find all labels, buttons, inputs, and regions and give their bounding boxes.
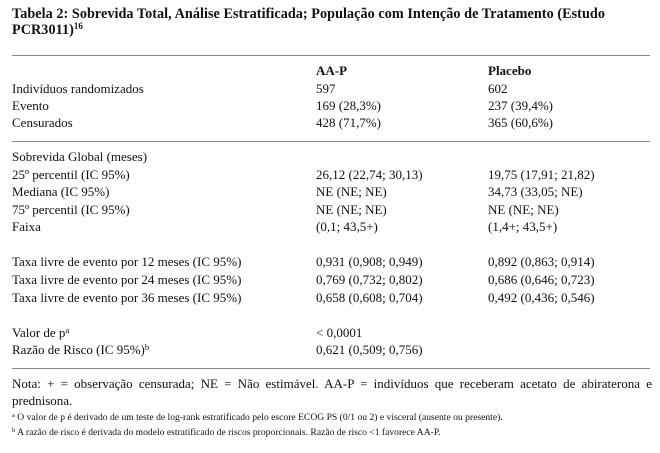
cell-placebo: 0,686 (0,646; 0,723) <box>488 272 595 287</box>
cell-aap: < 0,0001 <box>316 325 363 340</box>
row-label <box>12 341 149 359</box>
cell-aap: 0,769 (0,732; 0,802) <box>316 272 423 287</box>
cell-placebo: 34,73 (33,05; NE) <box>488 184 583 199</box>
table-row <box>0 341 660 359</box>
row-label: Indivíduos randomizados <box>12 81 144 96</box>
cell-aap: 0,621 (0,509; 0,756) <box>316 342 423 357</box>
table-title <box>12 6 652 38</box>
footnote-marker: a <box>65 325 70 335</box>
cell-placebo: 0,492 (0,436; 0,546) <box>488 290 595 305</box>
row-label: 25º percentil (IC 95%) <box>12 167 130 182</box>
table-row <box>0 253 660 271</box>
cell-aap: 597 <box>316 81 336 96</box>
table-title-text: Tabela 2: Sobrevida Total, Análise Estratificada; População com Intenção de Tratamento (Estudo PCR3011) <box>12 6 605 38</box>
table-title-reference: 16 <box>73 21 83 31</box>
footnote-marker: a <box>12 412 15 419</box>
section-rule <box>12 141 650 142</box>
table-row <box>0 271 660 289</box>
table-row <box>0 80 660 98</box>
cell-aap: NE (NE; NE) <box>316 184 387 199</box>
header-placebo: Placebo <box>488 63 532 78</box>
row-label: Taxa livre de evento por 36 meses (IC 95%) <box>12 290 242 305</box>
header-aap: AA-P <box>316 63 348 78</box>
table-row <box>0 148 660 166</box>
cell-placebo: 237 (39,4%) <box>488 98 553 113</box>
cell-placebo: 19,75 (17,91; 21,82) <box>488 167 595 182</box>
table-row <box>0 183 660 201</box>
cell-placebo: 0,892 (0,863; 0,914) <box>488 254 595 269</box>
table-header-row <box>0 62 660 80</box>
row-label: Censurados <box>12 115 73 130</box>
table-row <box>0 289 660 307</box>
row-label-text: Razão de Risco (IC 95%) <box>12 342 145 357</box>
table-row <box>0 114 660 132</box>
bottom-rule <box>12 368 650 369</box>
footnote-a <box>12 412 656 424</box>
footnote-text: O valor de p é derivado de um teste de log-rank estratificado pelo escore ECOG PS (0/1 ou 2) e visceral (ausente ou presente). <box>17 412 503 423</box>
cell-aap: 0,931 (0,908; 0,949) <box>316 254 423 269</box>
table-row <box>0 324 660 342</box>
row-label: Faixa <box>12 219 41 234</box>
top-rule <box>12 55 650 56</box>
cell-placebo: NE (NE; NE) <box>488 202 559 217</box>
row-label: Mediana (IC 95%) <box>12 184 110 199</box>
cell-aap: NE (NE; NE) <box>316 202 387 217</box>
footnote-b <box>12 427 656 439</box>
table-row <box>0 218 660 236</box>
footnote-marker: b <box>144 342 150 352</box>
cell-placebo: 602 <box>488 81 508 96</box>
row-label: Taxa livre de evento por 24 meses (IC 95%) <box>12 272 242 287</box>
cell-placebo: (1,4+; 43,5+) <box>488 219 558 234</box>
footnote-text: A razão de risco é derivada do modelo estratificado de riscos proporcionais. Razão de risco <1 favorece AA-P. <box>17 427 441 438</box>
cell-aap: 26,12 (22,74; 30,13) <box>316 167 423 182</box>
row-label-text: Valor de p <box>12 325 66 340</box>
cell-aap: (0,1; 43,5+) <box>316 219 378 234</box>
table-row <box>0 166 660 184</box>
row-label <box>12 324 69 342</box>
cell-aap: 0,658 (0,608; 0,704) <box>316 290 423 305</box>
cell-placebo: 365 (60,6%) <box>488 115 553 130</box>
row-label: Evento <box>12 98 49 113</box>
table-note: Nota: + = observação censurada; NE = Não estimável. AA-P = indivíduos que receberam acetato de abiraterona e prednisona. <box>12 376 652 408</box>
table-row <box>0 97 660 115</box>
row-label: 75º percentil (IC 95%) <box>12 202 130 217</box>
footnote-marker: b <box>12 427 16 434</box>
cell-aap: 169 (28,3%) <box>316 98 381 113</box>
table-row <box>0 201 660 219</box>
row-label: Taxa livre de evento por 12 meses (IC 95%) <box>12 254 242 269</box>
cell-aap: 428 (71,7%) <box>316 115 381 130</box>
row-label: Sobrevida Global (meses) <box>12 149 148 164</box>
